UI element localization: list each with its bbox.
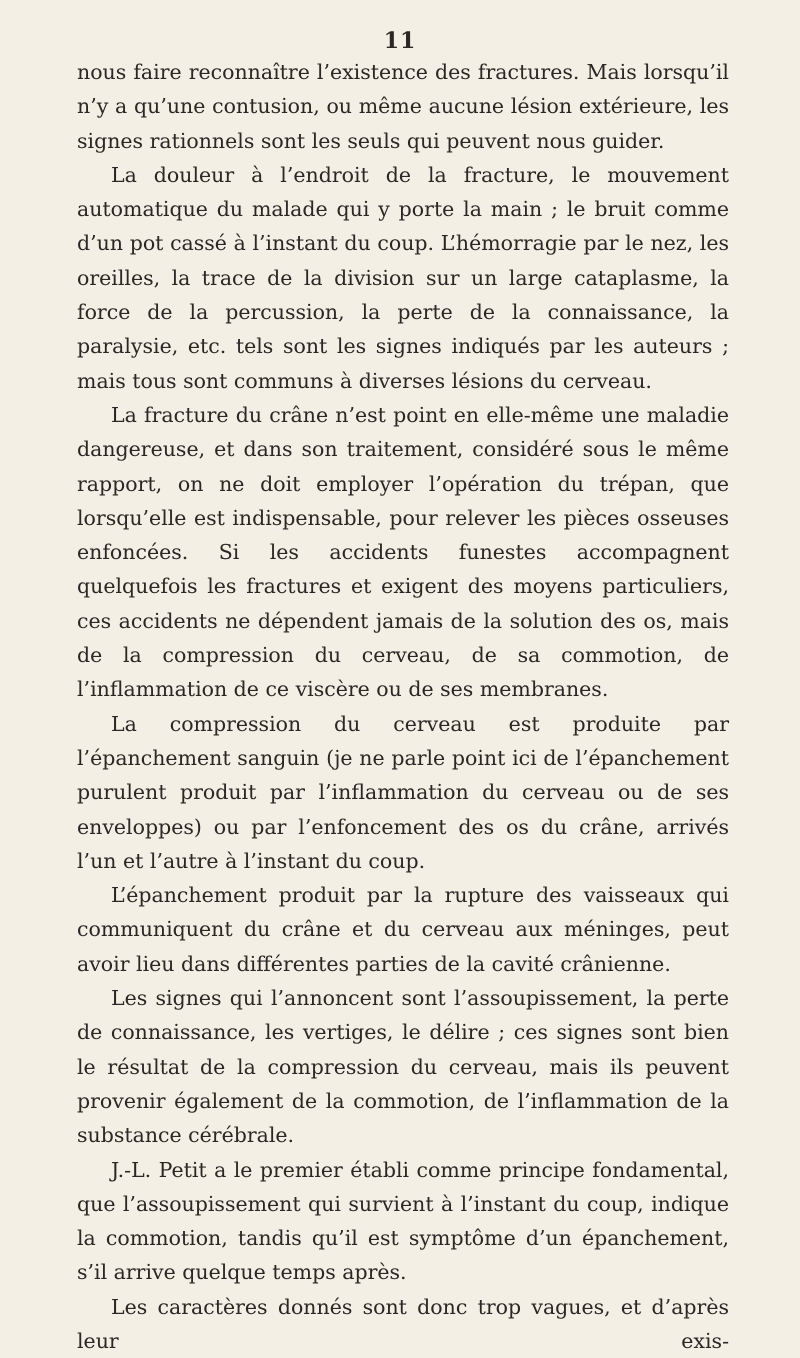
paragraph: La douleur à l’endroit de la fracture, le mouvement automatique du malade qui y porte la main ; le bruit comme d’un pot cassé à l’instant du coup. L’hémorragie par le nez, les oreilles, la trace de la division sur un large cataplasme, la force de la percussion, la perte de la connaissance, la paralysie, etc. tels sont les signes indiqués par les auteurs ; mais tous sont communs à diverses lésions du cerveau. xyxy=(77,162,729,393)
paragraph: nous faire reconnaître l’existence des fractures. Mais lorsqu’il n’y a qu’une contusion, ou même aucune lésion extérieure, les signes rationnels sont les seuls qui peuvent nous guider. xyxy=(77,60,729,153)
page-number: 11 xyxy=(383,28,417,54)
paragraph: Les signes qui l’annoncent sont l’assoupissement, la perte de connaissance, les vertiges, le délire ; ces signes sont bien le résultat de la compression du cerveau, mais ils peuvent provenir également de la commotion, de l’inflammation de la substance cérébrale. xyxy=(77,986,729,1148)
paragraph: J.-L. Petit a le premier établi comme principe fondamental, que l’assoupissement qui survient à l’instant du coup, indique la commotion, tandis qu’il est symptôme d’un épanchement, s’il arrive quelque temps après. xyxy=(77,1157,729,1285)
paragraph: La fracture du crâne n’est point en elle-même une maladie dangereuse, et dans son traitement, considéré sous le même rapport, on ne doit employer l’opération du trépan, que lorsqu’elle est indispensable, pour relever les pièces osseuses enfoncées. Si les accidents funestes accompagnent quelquefois les fractures et exigent des moyens particuliers, ces accidents ne dépendent jamais de la solution des os, mais de la compression du cerveau, de sa commotion, de l’inflammation de ce viscère ou de ses membranes. xyxy=(77,402,729,702)
paragraph: L’épanchement produit par la rupture des vaisseaux qui communiquent du crâne et du cerveau aux méninges, peut avoir lieu dans différentes parties de la cavité crânienne. xyxy=(77,883,729,976)
paragraph: Les caractères donnés sont donc trop vagues, et d’après leur exis- xyxy=(77,1294,729,1353)
paragraph: La compression du cerveau est produite par l’épanchement sanguin (je ne parle point ici de l’épanchement purulent produit par l’inflammation du cerveau ou de ses enveloppes) ou par l’enfoncement des os du crâne, arrivés l’un et l’autre à l’instant du coup. xyxy=(77,711,729,873)
body-text xyxy=(77,55,729,1358)
